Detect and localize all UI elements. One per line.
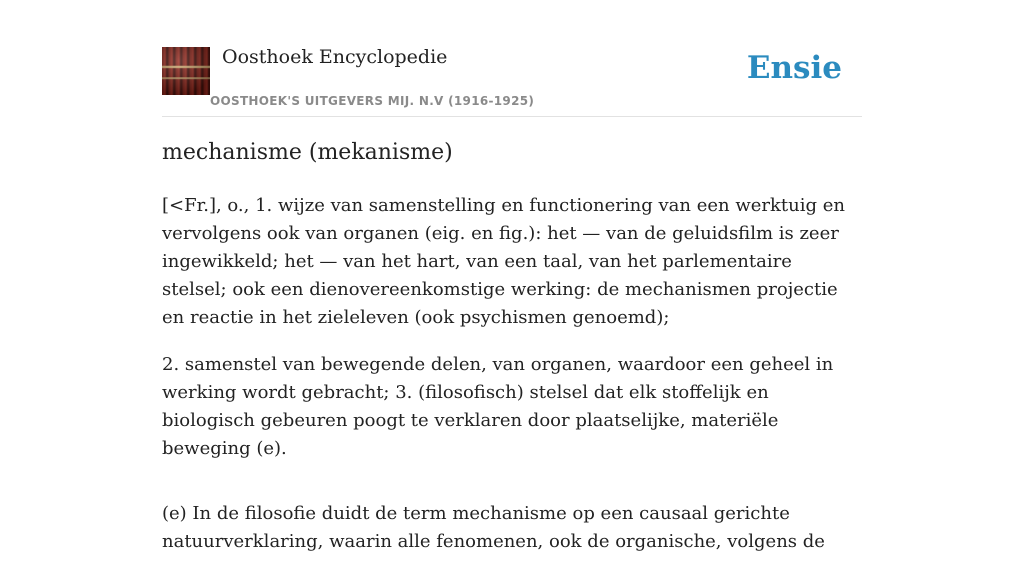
ensie-logo-link[interactable]: Ensie (746, 50, 842, 86)
avatar-shade (162, 47, 210, 95)
entry-paragraph-2: 2. samenstel van bewegende delen, van organen, waardoor een geheel in werking wordt gebracht; 3. (filosofisch) stelsel dat elk stoffelijk en biologisch gebeuren poogt te verklaren door plaatselijke, materiële beweging (e). (162, 354, 834, 459)
book-spines-icon[interactable] (162, 47, 210, 95)
header (162, 44, 862, 117)
entry-body (162, 192, 862, 575)
entry-title: mechanisme (mekanisme) (162, 140, 453, 165)
publisher-label[interactable]: OOSTHOEK'S UITGEVERS MIJ. N.V (1916-1925) (210, 94, 535, 108)
entry-paragraph-3: (e) In de filosofie duidt de term mechanisme op een causaal gerichte natuurverklaring, waarin alle fenomenen, ook de organische, volgens de (162, 503, 825, 552)
site-title[interactable]: Oosthoek Encyclopedie (222, 46, 448, 68)
entry-paragraph-1: [<Fr.], o., 1. wijze van samenstelling en functionering van een werktuig en vervolgens ook van organen (eig. en fig.): het — van de geluidsfilm is zeer ingewikkeld; het — van het hart, van een taal, van het parlementaire stelsel; ook een dienovereenkomstige werking: de mechanismen projectie en reactie in het zieleleven (ook psychismen genoemd); (162, 195, 845, 328)
